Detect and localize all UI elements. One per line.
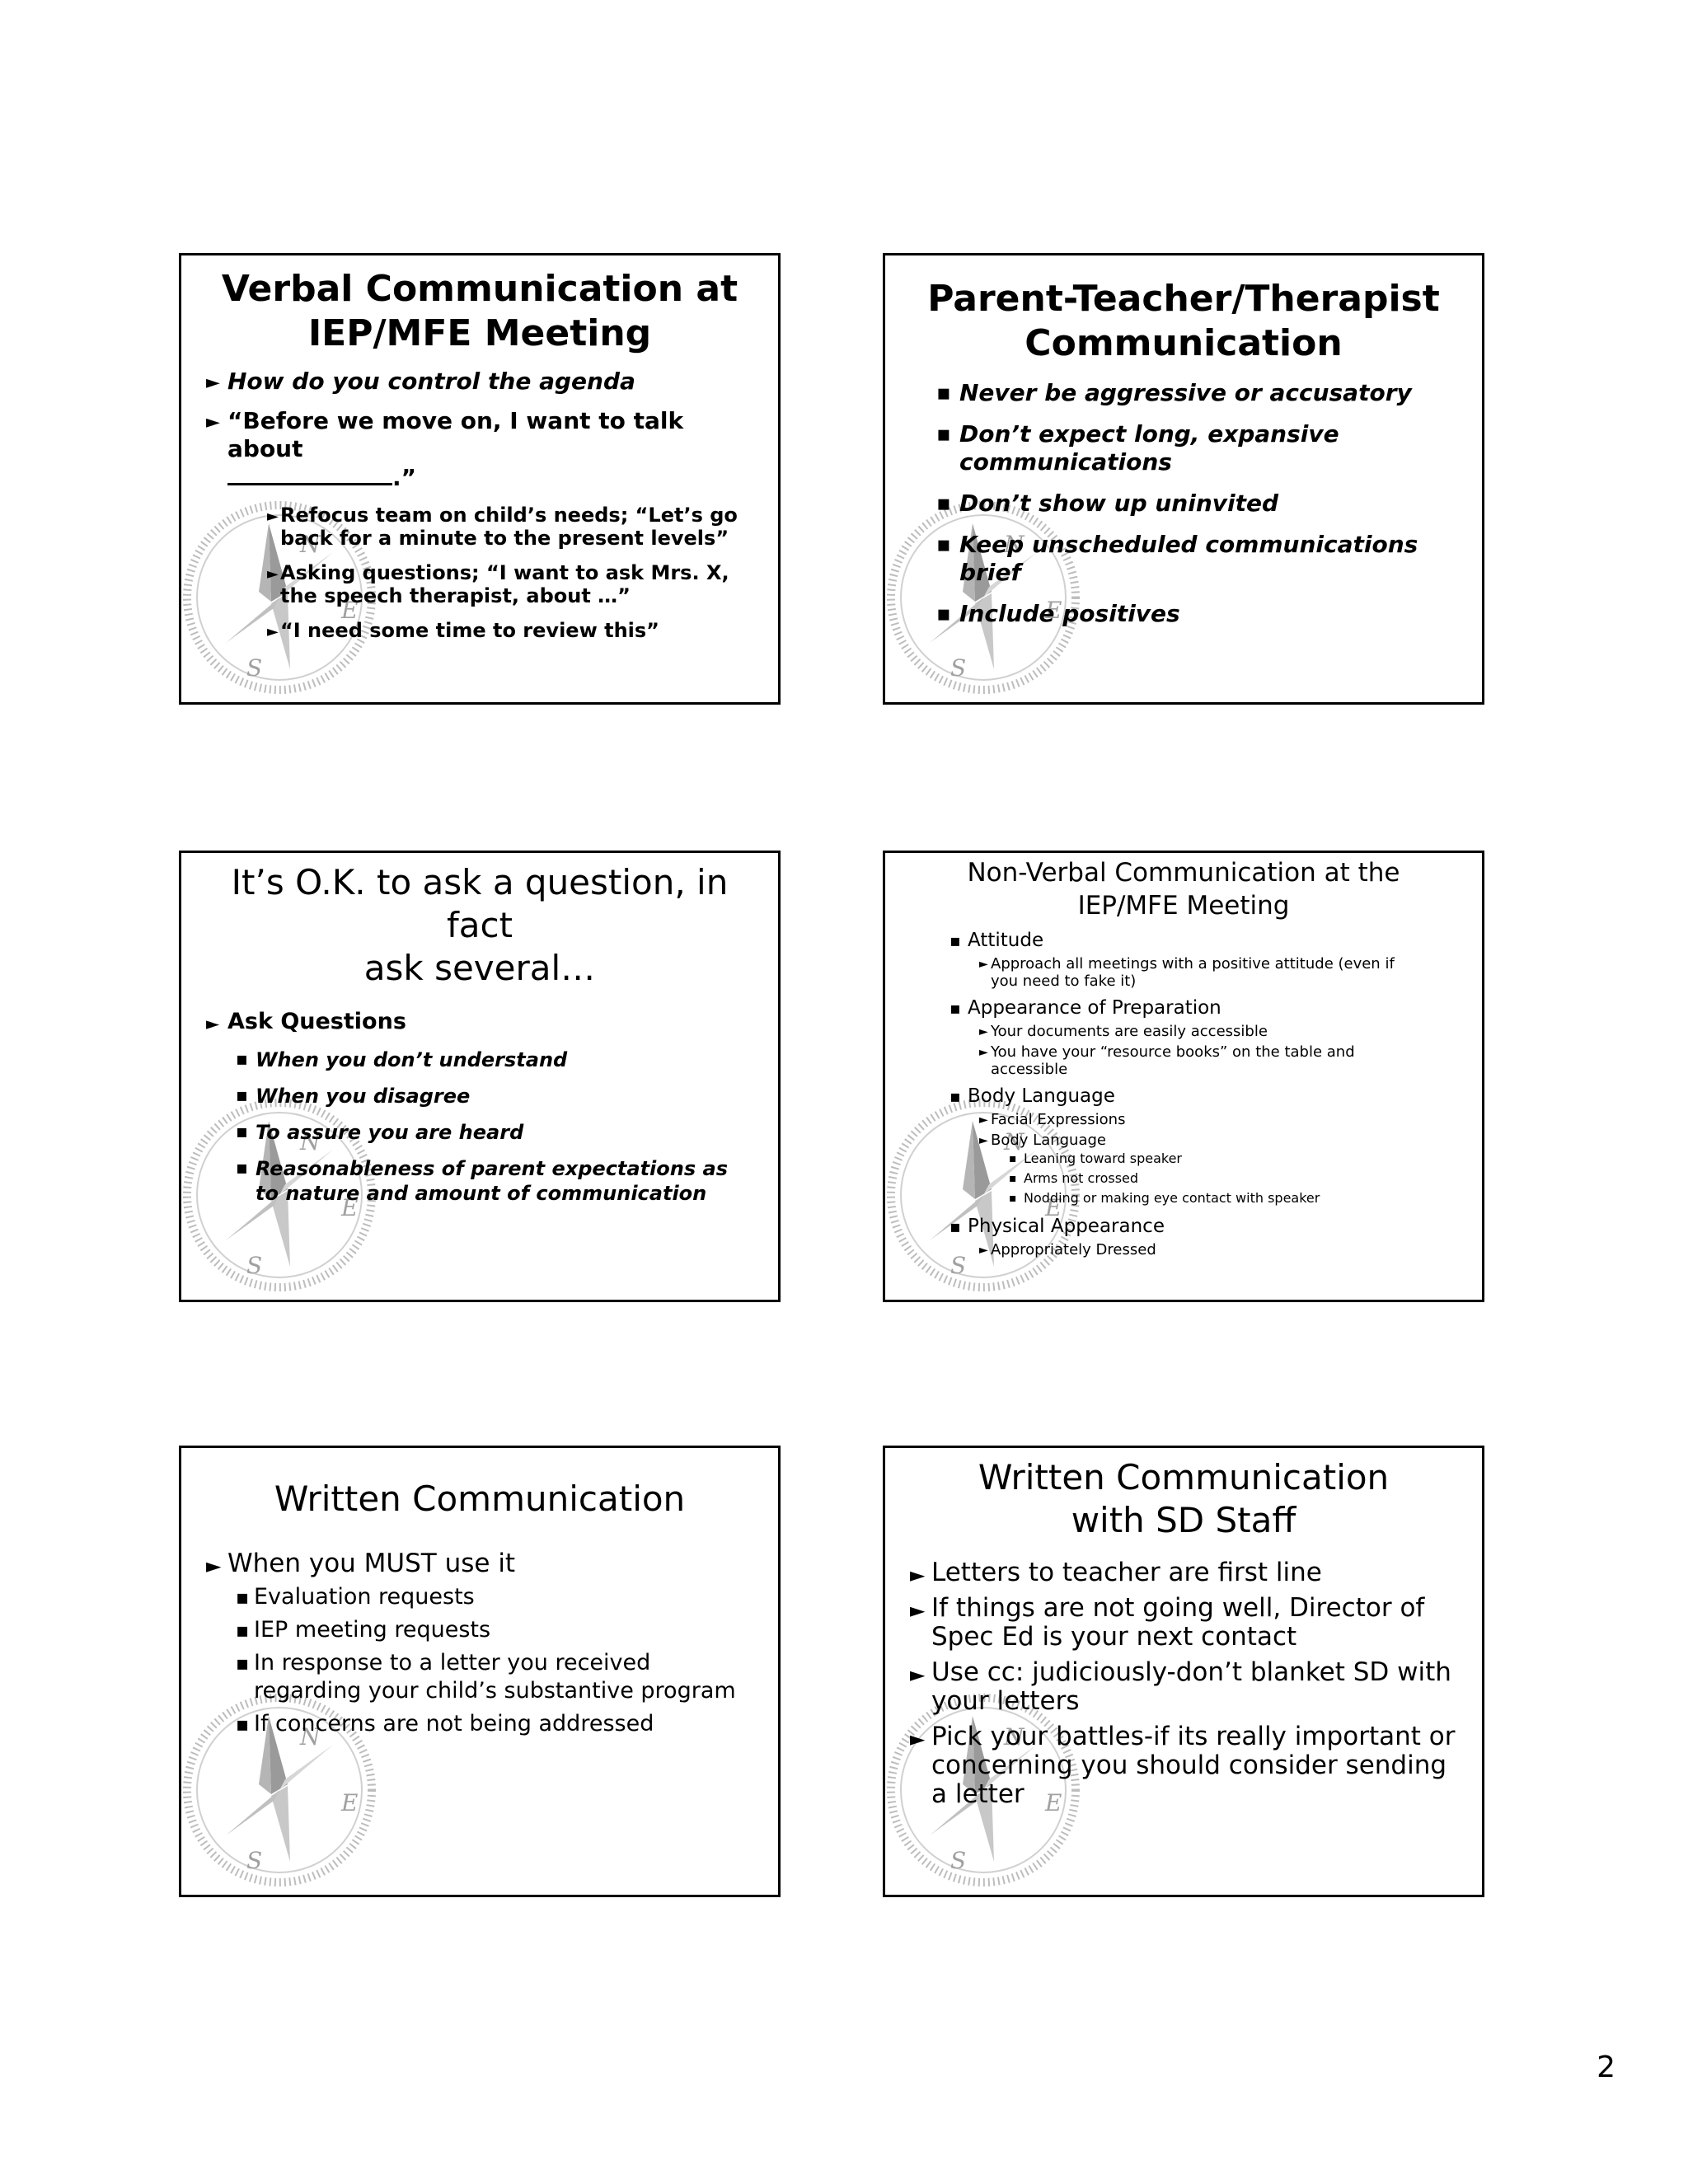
section-subitem: ▪ Leaning toward speaker <box>885 1149 1482 1169</box>
section-item: ► Body Language <box>885 1132 1482 1149</box>
sub-bullet-item: ▪ When you disagree <box>181 1084 778 1108</box>
sub-bullet-item: ▪ To assure you are heard <box>181 1120 778 1145</box>
bullet-item: ► “Before we move on, I want to talk about .” <box>181 407 778 492</box>
sub-bullet-item: ► Asking questions; “I want to ask Mrs. X, the speech therapist, about …” <box>181 561 778 607</box>
slide-written-communication-sd-staff <box>883 1446 1484 1897</box>
sub-bullet-item: ▪ When you don’t understand <box>181 1047 778 1072</box>
slide-parent-teacher-communication <box>883 253 1484 705</box>
slide-non-verbal-communication <box>883 851 1484 1302</box>
sub-bullet-item: ► Refocus team on child’s needs; “Let’s go back for a minute to the present levels” <box>181 504 778 550</box>
bullet-item: ► If things are not going well, Director of Spec Ed is your next contact <box>885 1594 1482 1652</box>
section-item: ► You have your “resource books” on the table and accessible <box>885 1043 1482 1078</box>
bullet-item: ► Letters to teacher are first line <box>885 1558 1482 1587</box>
bullet-item: ▪ Never be aggressive or accusatory <box>885 379 1482 407</box>
slide-verbal-communication <box>179 253 781 705</box>
slide-ask-questions <box>179 851 781 1302</box>
section-item: ► Approach all meetings with a positive attitude (even if you need to fake it) <box>885 955 1482 990</box>
bullet-item: ▪ Keep unscheduled communications brief <box>885 531 1482 587</box>
bullet-item: ► Use cc: judiciously-don’t blanket SD with your letters <box>885 1658 1482 1716</box>
sub-bullet-item: ► “I need some time to review this” <box>181 619 778 642</box>
section-label: ▪ Attitude <box>885 929 1482 952</box>
page-number: 2 <box>1597 2050 1615 2084</box>
sub-bullet-item: ▪ Evaluation requests <box>181 1583 778 1611</box>
slide-written-communication <box>179 1446 781 1897</box>
section-label: ▪ Physical Appearance <box>885 1215 1482 1238</box>
section-subitem: ▪ Arms not crossed <box>885 1169 1482 1188</box>
sub-bullet-item: ▪ If concerns are not being addressed <box>181 1710 778 1738</box>
slide-title: Written Communication <box>274 1479 686 1519</box>
slide-title: Verbal Communication at IEP/MFE Meeting <box>221 268 738 354</box>
sub-bullet-item: ▪ Reasonableness of parent expectations as to nature and amount of communication <box>181 1156 778 1206</box>
slide-title: Parent-Teacher/Therapist Communication <box>927 278 1440 364</box>
section-label: ▪ Appearance of Preparation <box>885 996 1482 1019</box>
bullet-item: ► How do you control the agenda <box>181 368 778 396</box>
slide-title: Written Communication with SD Staff <box>978 1457 1390 1540</box>
fill-in-blank <box>227 463 392 485</box>
slide-title: Non-Verbal Communication at the IEP/MFE Meeting <box>967 858 1400 921</box>
slide-title: It’s O.K. to ask a question, in fact ask several… <box>231 862 729 988</box>
bullet-item: ▪ Don’t expect long, expansive communications <box>885 420 1482 476</box>
section-label: ▪ Body Language <box>885 1085 1482 1108</box>
bullet-item: ► Pick your battles-if its really important or concerning you should consider sending a letter <box>885 1722 1482 1809</box>
section-item: ► Facial Expressions <box>885 1111 1482 1128</box>
section-item: ► Appropriately Dressed <box>885 1241 1482 1258</box>
sub-bullet-item: ▪ IEP meeting requests <box>181 1616 778 1644</box>
bullet-item: ▪ Include positives <box>885 600 1482 628</box>
section-item: ► Your documents are easily accessible <box>885 1023 1482 1040</box>
section-subitem: ▪ Nodding or making eye contact with speaker <box>885 1188 1482 1208</box>
bullet-heading: ► Ask Questions <box>181 1008 778 1036</box>
bullet-item: ▪ Don’t show up uninvited <box>885 490 1482 518</box>
bullet-heading: ► When you MUST use it <box>181 1549 778 1578</box>
sub-bullet-item: ▪ In response to a letter you received regarding your child’s substantive program <box>181 1649 778 1705</box>
